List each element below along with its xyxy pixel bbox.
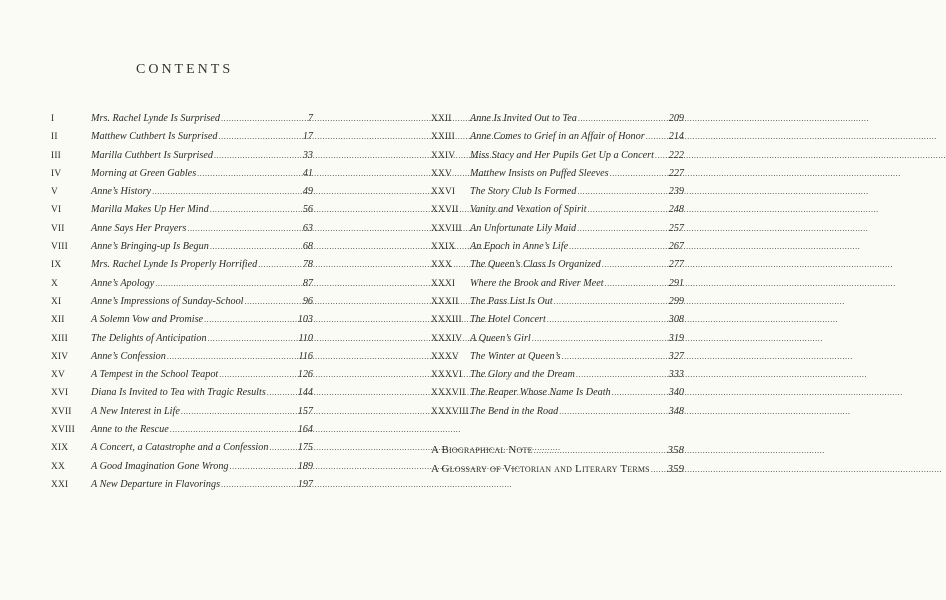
page-number: 49 bbox=[302, 186, 313, 198]
toc-entry[interactable] bbox=[431, 131, 684, 149]
page-number: 144 bbox=[297, 387, 313, 399]
chapter-number: II bbox=[51, 132, 58, 143]
page-number: 197 bbox=[297, 478, 313, 490]
chapter-number: XII bbox=[51, 315, 65, 326]
dot-leader bbox=[210, 242, 302, 251]
chapter-number: V bbox=[51, 187, 58, 198]
page-number: 239 bbox=[668, 186, 684, 198]
chapter-title: An Epoch in Anne’s Life bbox=[470, 241, 569, 253]
toc-entry[interactable] bbox=[431, 241, 684, 259]
toc-entry[interactable] bbox=[51, 369, 313, 387]
chapter-number: XIX bbox=[51, 443, 69, 454]
chapter-title: The Glory and the Dream bbox=[470, 369, 575, 381]
page-number: 299 bbox=[668, 295, 684, 307]
toc-entry[interactable] bbox=[431, 406, 684, 424]
dot-leader bbox=[219, 132, 302, 141]
toc-entry[interactable] bbox=[51, 113, 313, 131]
dot-leader bbox=[208, 334, 298, 343]
dot-leader bbox=[532, 334, 668, 343]
chapter-number: XV bbox=[51, 370, 65, 381]
chapter-number: XXIX bbox=[431, 242, 456, 253]
toc-entry[interactable] bbox=[51, 333, 313, 351]
dot-leader bbox=[534, 446, 667, 455]
chapter-number: VIII bbox=[51, 242, 68, 253]
toc-entry[interactable] bbox=[51, 278, 313, 296]
dot-leader bbox=[577, 187, 667, 196]
chapter-title: Marilla Cuthbert Is Surprised bbox=[91, 149, 213, 161]
page-number: 126 bbox=[297, 369, 313, 381]
chapter-title: Anne’s Apology bbox=[91, 277, 155, 289]
dot-leader bbox=[562, 352, 668, 361]
toc-entry[interactable] bbox=[431, 168, 684, 186]
page-number: 63 bbox=[302, 222, 313, 234]
chapter-number: XXV bbox=[431, 168, 452, 179]
toc-entry[interactable] bbox=[431, 296, 684, 314]
page-number: 248 bbox=[668, 204, 684, 216]
chapter-number: XIV bbox=[51, 351, 69, 362]
chapter-number: XVII bbox=[51, 406, 72, 417]
toc-entry[interactable] bbox=[431, 150, 684, 168]
chapter-number: XX bbox=[51, 461, 65, 472]
chapter-number: VI bbox=[51, 205, 62, 216]
toc-entry[interactable] bbox=[51, 168, 313, 186]
chapter-number: XXVIII bbox=[431, 223, 462, 234]
page-number: 327 bbox=[668, 350, 684, 362]
page-number: 348 bbox=[668, 405, 684, 417]
chapter-number: XVIII bbox=[51, 425, 75, 436]
chapter-title: Anne’s History bbox=[91, 186, 152, 198]
chapter-number: XXXI bbox=[431, 278, 456, 289]
chapter-title: Anne’s Confession bbox=[91, 350, 166, 362]
dot-leader bbox=[245, 297, 302, 306]
page-number: 333 bbox=[668, 369, 684, 381]
toc-entry[interactable] bbox=[51, 351, 313, 369]
toc-entry[interactable] bbox=[431, 259, 684, 277]
toc-entry[interactable] bbox=[51, 296, 313, 314]
dot-leader bbox=[610, 169, 668, 178]
dot-leader bbox=[170, 425, 297, 434]
toc-entry[interactable] bbox=[431, 333, 684, 351]
toc-entry[interactable] bbox=[431, 278, 684, 296]
page-number: 41 bbox=[302, 167, 313, 179]
chapter-title: Anne Is Invited Out to Tea bbox=[470, 113, 577, 124]
toc-entry[interactable] bbox=[431, 314, 684, 332]
toc-entry[interactable] bbox=[431, 204, 684, 222]
page-number: 277 bbox=[668, 259, 684, 271]
toc-entry[interactable] bbox=[51, 442, 313, 460]
chapter-title: Marilla Makes Up Her Mind bbox=[91, 204, 209, 216]
toc-right-column bbox=[431, 113, 684, 424]
page-number: 257 bbox=[668, 222, 684, 234]
dot-leader bbox=[569, 242, 668, 251]
chapter-number: XI bbox=[51, 296, 62, 307]
toc-entry[interactable] bbox=[51, 259, 313, 277]
chapter-title: A Concert, a Catastrophe and a Confession bbox=[91, 442, 269, 454]
page-number: 359 bbox=[667, 463, 684, 475]
page-number: 33 bbox=[302, 149, 313, 161]
toc-entry[interactable] bbox=[51, 150, 313, 168]
chapter-title: Miss Stacy and Her Pupils Get Up a Concert bbox=[470, 149, 654, 161]
chapter-number: XXVII bbox=[431, 205, 459, 216]
chapter-number: VII bbox=[51, 223, 65, 234]
dot-leader bbox=[588, 205, 668, 214]
dot-leader bbox=[258, 260, 302, 269]
chapter-title: The Queen’s Class Is Organized bbox=[470, 259, 601, 271]
dot-leader bbox=[167, 352, 298, 361]
chapter-title: A New Departure in Flavorings bbox=[91, 478, 221, 490]
chapter-title: Morning at Green Gables bbox=[91, 167, 197, 179]
chapter-title: A Tempest in the School Teapot bbox=[91, 369, 219, 381]
chapter-title: An Unfortunate Lily Maid bbox=[470, 222, 577, 234]
chapter-title: Anne Says Her Prayers bbox=[91, 222, 187, 234]
chapter-title: A Good Imagination Gone Wrong bbox=[91, 460, 229, 472]
chapter-title: The Story Club Is Formed bbox=[470, 186, 577, 198]
toc-entry-back-matter[interactable] bbox=[431, 444, 684, 463]
toc-entry[interactable] bbox=[51, 479, 313, 497]
page-number: 87 bbox=[302, 277, 313, 289]
toc-entry[interactable] bbox=[431, 223, 684, 241]
page-number: 189 bbox=[297, 460, 313, 472]
chapter-title: Diana Is Invited to Tea with Tragic Results bbox=[91, 387, 266, 399]
page-number: 78 bbox=[302, 259, 313, 271]
chapter-title: The Hotel Concert bbox=[470, 314, 546, 326]
toc-entry[interactable] bbox=[51, 461, 313, 479]
chapter-title: Anne’s Bringing-up Is Begun bbox=[91, 241, 209, 253]
chapter-number: XXIV bbox=[431, 150, 456, 161]
chapter-number: XIII bbox=[51, 333, 68, 344]
toc-entry[interactable] bbox=[51, 204, 313, 222]
page-number: 291 bbox=[668, 277, 684, 289]
dot-leader bbox=[221, 480, 297, 489]
page-number: 164 bbox=[297, 424, 313, 436]
chapter-number: XXXVI bbox=[431, 370, 463, 381]
back-matter bbox=[431, 444, 684, 482]
dot-leader bbox=[269, 443, 296, 452]
dot-leader bbox=[559, 407, 667, 416]
toc-entry[interactable] bbox=[51, 131, 313, 149]
page-number: 209 bbox=[668, 113, 684, 124]
chapter-title: The Pass List Is Out bbox=[470, 295, 553, 307]
chapter-number: IV bbox=[51, 168, 62, 179]
toc-entry[interactable] bbox=[431, 351, 684, 369]
page-number: 358 bbox=[667, 444, 684, 456]
toc-entry[interactable] bbox=[51, 241, 313, 259]
page-number: 267 bbox=[668, 241, 684, 253]
dot-leader bbox=[197, 169, 302, 178]
dot-leader bbox=[577, 224, 668, 233]
chapter-number: XXXVIII bbox=[431, 406, 469, 417]
dot-leader bbox=[210, 205, 302, 214]
toc-entry[interactable] bbox=[51, 314, 313, 332]
toc-left-column bbox=[51, 113, 313, 497]
chapter-title: A New Interest in Life bbox=[91, 405, 180, 417]
chapter-number: X bbox=[51, 278, 58, 289]
contents-heading: CONTENTS bbox=[136, 62, 234, 77]
chapter-number: III bbox=[51, 150, 61, 161]
dot-leader bbox=[187, 224, 301, 233]
toc-entry[interactable] bbox=[431, 113, 684, 131]
dot-leader bbox=[651, 465, 667, 474]
dot-leader bbox=[221, 114, 307, 123]
chapter-title: Anne’s Impressions of Sunday-School bbox=[91, 295, 244, 307]
page-number: 222 bbox=[668, 149, 684, 161]
chapter-number: XXXIII bbox=[431, 315, 462, 326]
toc-entry[interactable] bbox=[51, 223, 313, 241]
page-number: 340 bbox=[668, 387, 684, 399]
toc-entry[interactable] bbox=[51, 406, 313, 424]
chapter-title: The Reaper Whose Name Is Death bbox=[470, 387, 611, 399]
chapter-title: Where the Brook and River Meet bbox=[470, 277, 604, 289]
page-number: 308 bbox=[668, 314, 684, 326]
page-number: 7 bbox=[307, 113, 313, 124]
page-number: 319 bbox=[668, 332, 684, 344]
dot-leader bbox=[230, 462, 297, 471]
dot-leader bbox=[267, 388, 297, 397]
chapter-title: A Solemn Vow and Promise bbox=[91, 314, 204, 326]
dot-leader bbox=[214, 151, 302, 160]
chapter-number: XXVI bbox=[431, 187, 456, 198]
back-matter-title: A Glossary of Victorian and Literary Terms bbox=[431, 463, 650, 475]
chapter-number: XXXIV bbox=[431, 333, 463, 344]
page-number: 175 bbox=[297, 442, 313, 454]
toc-entry[interactable] bbox=[51, 424, 313, 442]
chapter-title: Mrs. Rachel Lynde Is Surprised bbox=[91, 113, 221, 124]
chapter-number: XVI bbox=[51, 388, 69, 399]
chapter-number: XXXII bbox=[431, 296, 459, 307]
dot-leader bbox=[602, 260, 668, 269]
back-matter-title: A Biographical Note bbox=[431, 444, 533, 456]
dot-leader bbox=[155, 279, 302, 288]
chapter-number: XXIII bbox=[431, 132, 455, 143]
dot-leader bbox=[547, 315, 668, 324]
chapter-number: XXX bbox=[431, 260, 452, 271]
dot-leader bbox=[204, 315, 297, 324]
toc-entry[interactable] bbox=[51, 186, 313, 204]
page-number: 96 bbox=[302, 295, 313, 307]
chapter-title: Matthew Insists on Puffed Sleeves bbox=[470, 167, 609, 179]
dot-leader bbox=[181, 407, 297, 416]
dot-leader bbox=[612, 388, 668, 397]
dot-leader bbox=[219, 370, 296, 379]
dot-leader bbox=[605, 279, 668, 288]
chapter-title: Vanity and Vexation of Spirit bbox=[470, 204, 587, 216]
page-number: 103 bbox=[297, 314, 313, 326]
chapter-title: The Delights of Anticipation bbox=[91, 332, 207, 344]
chapter-title: Anne Comes to Grief in an Affair of Honor bbox=[470, 131, 645, 143]
toc-entry[interactable] bbox=[431, 369, 684, 387]
dot-leader bbox=[554, 297, 668, 306]
chapter-number: XXII bbox=[431, 114, 452, 124]
dot-leader bbox=[152, 187, 302, 196]
chapter-title: The Bend in the Road bbox=[470, 405, 559, 417]
page-number: 214 bbox=[668, 131, 684, 143]
page-number: 110 bbox=[298, 332, 313, 344]
chapter-title: Matthew Cuthbert Is Surprised bbox=[91, 131, 218, 143]
dot-leader bbox=[576, 370, 668, 379]
page-number: 56 bbox=[302, 204, 313, 216]
chapter-title: Anne to the Rescue bbox=[91, 424, 169, 436]
toc-entry[interactable] bbox=[431, 186, 684, 204]
page-number: 227 bbox=[668, 167, 684, 179]
toc-entry-back-matter[interactable] bbox=[431, 463, 684, 482]
chapter-number: XXI bbox=[51, 479, 69, 490]
page-number: 157 bbox=[297, 405, 313, 417]
dot-leader bbox=[655, 151, 668, 160]
chapter-title: The Winter at Queen’s bbox=[470, 350, 561, 362]
page-number: 68 bbox=[302, 241, 313, 253]
chapter-number: IX bbox=[51, 260, 62, 271]
toc-entry[interactable] bbox=[51, 387, 313, 405]
chapter-number: XXXVII bbox=[431, 388, 466, 399]
chapter-title: A Queen’s Girl bbox=[470, 332, 531, 344]
dot-leader bbox=[646, 132, 668, 141]
toc-entry[interactable] bbox=[431, 387, 684, 405]
page-number: 17 bbox=[302, 131, 313, 143]
page-number: 116 bbox=[298, 350, 313, 362]
chapter-number: XXXV bbox=[431, 351, 459, 362]
chapter-number: I bbox=[51, 114, 55, 124]
dot-leader bbox=[578, 114, 668, 123]
chapter-title: Mrs. Rachel Lynde Is Properly Horrified bbox=[91, 259, 258, 271]
